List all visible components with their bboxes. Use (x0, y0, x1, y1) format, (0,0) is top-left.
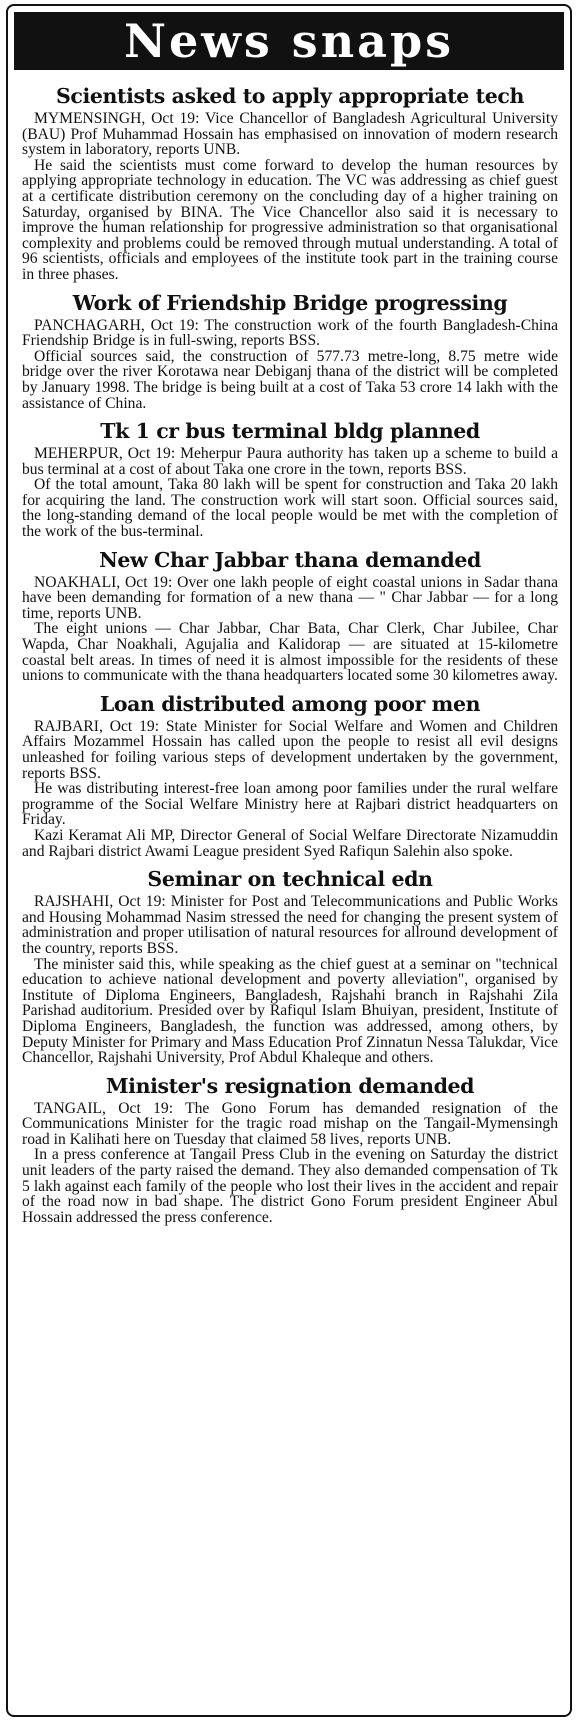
news-headline: Work of Friendship Bridge progressing (72, 290, 508, 315)
news-headline: Scientists asked to apply appropriate tech (56, 84, 524, 108)
section-banner: News snaps (14, 12, 564, 70)
news-paragraph: NOAKHALI, Oct 19: Over one lakh people of eight coastal unions in Sadar thana have been demanding for formation of a new thana — " Char Jabbar — for a long time, reports UNB. (22, 573, 558, 622)
news-headline: Seminar on technical edn (147, 867, 433, 892)
news-paragraph: The minister said this, while speaking as the chief guest at a seminar on "technical education to achieve national development and poverty alleviation", organised by Institute of Diploma Engineers, Bangladesh, Rajshahi branch in Rajshahi Zila Parishad auditorium. Presided over by Rafiqul Islam Bhuiyan, president, Institute of Diploma Engineers, Bangladesh, the function was addressed, among others, by Deputy Minister for Primary and Mass Education Prof Zinnatun Nessa Talukdar, Vice Chancellor, Rajshahi University, Prof Abdul Khaleque and others. (22, 955, 558, 1067)
news-item (8, 84, 570, 283)
news-paragraph: TANGAIL, Oct 19: The Gono Forum has demanded resignation of the Communications Minister for the tragic road mishap on the Tangail-Mymensingh road in Kalihati here on Tuesday that claimed 58 lives, reports UNB. (22, 1099, 558, 1148)
news-paragraph: Of the total amount, Taka 80 lakh will be spent for construction and Taka 20 lakh for acquiring the land. The construction work will start soon. Official sources said, the long-standing demand of the local people would be met with the completion of the work of the bus-terminal. (22, 476, 558, 541)
news-paragraph: He was distributing interest-free loan among poor families under the rural welfare programme of the Social Welfare Ministry here at Rajbari district headquarters on Friday. (22, 780, 558, 829)
news-paragraph: PANCHAGARH, Oct 19: The construction work of the fourth Bangladesh-China Friendship Bridge is in full-swing, reports BSS. (22, 316, 558, 350)
news-item (8, 291, 570, 412)
news-paragraph: He said the scientists must come forward to develop the human resources by applying appropriate technology in education. The VC was addressing as chief guest at a certificate distribution ceremony on the concluding day of a higher training on Saturday, organised by BINA. The Vice Chancellor also said it is necessary to improve the human relationship for progressive administration so that organisational complexity and problems could be removed through mutual understanding. A total of 96 scientists, officials and employees of the institute took part in the training course in three phases. (22, 156, 558, 283)
news-headline: New Char Jabbar thana demanded (99, 547, 481, 572)
news-paragraph: MEHERPUR, Oct 19: Meherpur Paura authority has taken up a scheme to build a bus terminal at a cost of about Taka one crore in the town, reports BSS. (22, 445, 558, 478)
news-headline: Loan distributed among poor men (99, 691, 481, 716)
news-paragraph: Official sources said, the construction of 577.73 metre-long, 8.75 metre wide bridge over the river Korotawa near Debiganj thana of the district will be completed by January 1998. The bridge is being built at a cost of Taka 53 crore 14 lakh with the assistance of China. (22, 347, 558, 412)
news-paragraph: MYMENSINGH, Oct 19: Vice Chancellor of Bangladesh Agricultural University (BAU) Prof Muhammad Hossain has emphasised on innovation of modern research system in laboratory, reports UNB. (22, 110, 558, 159)
news-headline: Tk 1 cr bus terminal bldg planned (100, 419, 480, 444)
news-paragraph: RAJBARI, Oct 19: State Minister for Social Welfare and Women and Children Affairs Mozammel Hossain has called upon the people to resist all evil designs unleashed for foiling various steps of development undertaken by the government, reports BSS. (22, 717, 558, 782)
news-paragraph: RAJSHAHI, Oct 19: Minister for Post and Telecommunications and Public Works and Housing Mohammad Nasim stressed the need for changing the present system of administration and proper utilisation of natural resources for allround development of the country, reports BSS. (22, 893, 558, 957)
news-item (8, 867, 570, 1066)
news-paragraph: The eight unions — Char Jabbar, Char Bata, Char Clerk, Char Jubilee, Char Wapda, Char Noakhali, Agujalia and Kalidorap — are situated at 15-kilometre coastal belt areas. In times of need it is almost impossible for the residents of these unions to communicate with the thana headquarters located some 30 kilometres away. (22, 620, 558, 685)
news-paragraph: In a press conference at Tangail Press Club in the evening on Saturday the district unit leaders of the party raised the demand. They also demanded compensation of Tk 5 lakh against each family of the people who lost their lives in the accident and repair of the road now in bad shape. The district Gono Forum president Engineer Abul Hossain addressed the press conference. (22, 1146, 558, 1226)
news-column (6, 4, 572, 1717)
news-item (8, 419, 570, 540)
news-item (8, 548, 570, 684)
news-item (8, 692, 570, 859)
news-headline: Minister's resignation demanded (105, 1073, 475, 1098)
news-item (8, 1074, 570, 1226)
news-paragraph: Kazi Keramat Ali MP, Director General of Social Welfare Directorate Nizamuddin and Rajbari district Awami League president Syed Rafiqun Salehin also spoke. (22, 826, 558, 860)
